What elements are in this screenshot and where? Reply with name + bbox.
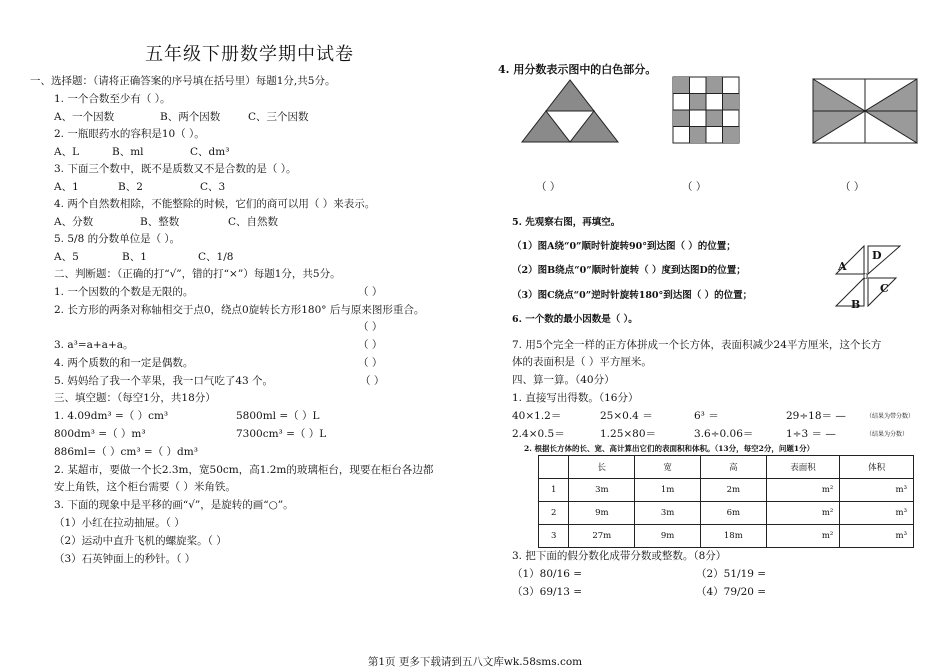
section-4-heading: 四、算一算。（40分）	[512, 374, 615, 386]
table-cell: m³	[840, 479, 914, 502]
q4-paren-3: （ ）	[840, 181, 865, 193]
s1-q2: 2. 一瓶眼药水的容积是10（ ）。	[54, 128, 205, 140]
s2-q5-paren: （ ）	[360, 375, 385, 387]
s4-q3-3: （3）69/13 =	[512, 586, 583, 598]
s1-q2-opt-b: B、ml	[112, 146, 144, 158]
section-1-heading: 一、选择题：（请将正确答案的序号填在括号里）每题1分,共5分。	[30, 75, 336, 87]
s4-r2-c1: 2.4×0.5＝	[512, 428, 565, 440]
s1-q3-opt-a: A、1	[54, 181, 79, 193]
table-cell: m³	[840, 502, 914, 525]
table-cell: 18m	[700, 525, 766, 548]
page-title: 五年级下册数学期中试卷	[145, 44, 354, 65]
s1-q3-opt-b: B、2	[118, 181, 143, 193]
s1-q4: 4. 两个自然数相除，不能整除的时候，它们的商可以用（ ）来表示。	[54, 198, 376, 210]
s2-q2-paren: （ ）	[358, 321, 383, 333]
table-header: 长	[569, 456, 635, 479]
table-row	[539, 525, 914, 548]
s3-q3-1: （1）小红在拉动抽屉。（ ）	[54, 517, 185, 529]
s1-q3-opt-c: C、3	[200, 181, 226, 193]
table-cell: 9m	[635, 525, 701, 548]
table-row	[539, 502, 914, 525]
table-cell: 2m	[700, 479, 766, 502]
s2-q3: 3. a³=a+a+a。	[54, 339, 134, 351]
s1-q2-opt-a: A、L	[54, 146, 80, 158]
table-header-row	[539, 456, 914, 479]
triangle-figure	[520, 78, 620, 144]
table-cell: 2	[539, 502, 569, 525]
r-q6: 6. 一个数的最小因数是（ ）。	[512, 314, 638, 325]
grid-figure	[672, 76, 740, 144]
table-cell: 6m	[700, 502, 766, 525]
s3-q2-line1: 2. 某超市，要做一个长2.3m，宽50cm，高1.2m的玻璃柜台，现要在柜台各边都	[54, 464, 434, 476]
r-q5-3: （3）图C绕点“0”逆时针旋转180°到达图（ ）的位置；	[512, 290, 753, 301]
s1-q4-opt-b: B、整数	[140, 216, 180, 228]
s4-q3-1: （1）80/16 =	[512, 568, 583, 580]
s3-r3a: 886ml=（ ）cm³ =（ ）dm³	[54, 446, 198, 458]
s1-q3: 3. 下面三个数中，既不是质数又不是合数的是（ ）。	[54, 163, 297, 175]
s4-q3-4: （4）79/20 =	[696, 586, 767, 598]
table-cell: 1	[539, 479, 569, 502]
surface-volume-table	[538, 455, 914, 548]
s1-q5: 5. 5/8 的分数单位是（ ）。	[54, 233, 181, 245]
r-q5-2: （2）图B绕点“0”顺时针旋转（ ）度到达图D的位置；	[512, 265, 746, 276]
fig-label-o: 0	[863, 272, 869, 281]
r-q7-line1: 7. 用5个完全一样的正方体拼成一个长方体，表面积减少24平方厘米，这个长方	[512, 339, 882, 351]
r-q7-line2: 体的表面积是（ ）平方厘米。	[512, 356, 652, 368]
table-cell: 3	[539, 525, 569, 548]
s2-q3-paren: （ ）	[358, 339, 383, 351]
section-3-heading: 三、填空题：（每空1分，共18分）	[54, 392, 216, 404]
table-cell: 27m	[569, 525, 635, 548]
page-footer: 第1页 更多下载请到五八文库wk.58sms.com	[367, 656, 583, 668]
s3-r2a: 800dm³ =（ ）m³	[54, 428, 146, 440]
s4-r2-c2: 1.25×80＝	[600, 428, 657, 440]
s1-q5-opt-b: B、1	[122, 251, 147, 263]
s4-q2: 2. 根据长方体的长、宽、高计算出它们的表面积和体积。（13分，每空2分，问题1分）	[524, 444, 815, 453]
s1-q4-opt-a: A、分数	[54, 216, 94, 228]
s3-q3-3: （3）石英钟面上的秒针。（ ）	[54, 553, 196, 565]
fig-label-d: D	[872, 249, 882, 262]
s4-r1-c2: 25×0.4 ＝	[600, 410, 653, 422]
q4-paren-1: （ ）	[536, 181, 561, 193]
s1-q1-opt-c: C、三个因数	[248, 111, 309, 123]
table-cell: 3m	[569, 479, 635, 502]
q4-paren-2: （ ）	[682, 181, 707, 193]
s3-q3-2: （2）运动中直升飞机的螺旋桨。（ ）	[54, 535, 227, 547]
fig-label-b: B	[851, 298, 861, 311]
s3-q3: 3. 下面的现象中是平移的画“√”，是旋转的画“○”。	[54, 499, 294, 511]
s2-q2: 2. 长方形的两条对称轴相交于点0，绕点0旋转长方形180° 后与原来图形重合。	[54, 304, 425, 316]
r-q5: 5. 先观察右图，再填空。	[512, 217, 621, 228]
table-cell: m³	[840, 525, 914, 548]
table-cell: 9m	[569, 502, 635, 525]
s2-q5: 5. 妈妈给了我一个苹果，我一口气吃了43 个。	[54, 375, 274, 387]
table-cell: m²	[766, 502, 840, 525]
s4-q3: 3. 把下面的假分数化成带分数或整数。（8分）	[512, 550, 727, 562]
table-cell: 3m	[635, 502, 701, 525]
s1-q1-opt-a: A、一个因数	[54, 111, 115, 123]
section-2-heading: 二、判断题：（正确的打“√”，错的打“×”）每题1分，共5分。	[54, 268, 341, 280]
table-header: 表面积	[766, 456, 840, 479]
s4-q3-2: （2）51/19 =	[696, 568, 767, 580]
s3-r2b: 7300cm³ =（ ）L	[236, 428, 327, 440]
s3-q2-line2: 安上角铁，这个柜台需要（ ）米角铁。	[54, 481, 236, 493]
s3-r1a: 1. 4.09dm³ =（ ）cm³	[54, 410, 169, 422]
s2-q1: 1. 一个因数的个数是无限的。	[54, 286, 194, 298]
s2-q1-paren: （ ）	[358, 286, 383, 298]
s4-r2-note: （结果为分数）	[866, 431, 909, 438]
s1-q4-opt-c: C、自然数	[228, 216, 279, 228]
table-header: 高	[700, 456, 766, 479]
s4-r2-c4: 1÷3 ＝ —	[786, 428, 836, 440]
table-cell: m²	[766, 479, 840, 502]
s4-r1-c4: 29÷18＝ —	[786, 410, 846, 422]
fig-label-c: C	[880, 282, 889, 295]
table-header: 宽	[635, 456, 701, 479]
s4-r1-c1: 40×1.2＝	[512, 410, 562, 422]
s1-q2-opt-c: C、dm³	[190, 146, 230, 158]
s4-r2-c3: 3.6÷0.06＝	[694, 428, 754, 440]
s4-r1-c3: 6³ ＝	[694, 410, 719, 422]
s3-r1b: 5800ml =（ ）L	[236, 410, 320, 422]
table-row	[539, 479, 914, 502]
s4-r1-note: （结果为带分数）	[866, 413, 915, 420]
rectangle-figure	[812, 78, 918, 144]
table-header	[539, 456, 569, 479]
table-cell: 1m	[635, 479, 701, 502]
r-q4: 4. 用分数表示图中的白色部分。	[498, 63, 657, 76]
s1-q5-opt-c: C、1/8	[198, 251, 234, 263]
r-q5-1: （1）图A绕“0”顺时针旋转90°到达图（ ）的位置；	[512, 241, 736, 252]
s2-q4-paren: （ ）	[358, 357, 383, 369]
rotation-figure	[834, 244, 902, 316]
s4-q1: 1. 直接写出得数。（16分）	[512, 392, 639, 404]
table-header: 体积	[840, 456, 914, 479]
s1-q5-opt-a: A、5	[54, 251, 79, 263]
table-cell: m²	[766, 525, 840, 548]
fig-label-a: A	[838, 260, 847, 273]
s2-q4: 4. 两个质数的和一定是偶数。	[54, 357, 194, 369]
s1-q1: 1. 一个合数至少有（ ）。	[54, 93, 171, 105]
s1-q1-opt-b: B、两个因数	[160, 111, 221, 123]
